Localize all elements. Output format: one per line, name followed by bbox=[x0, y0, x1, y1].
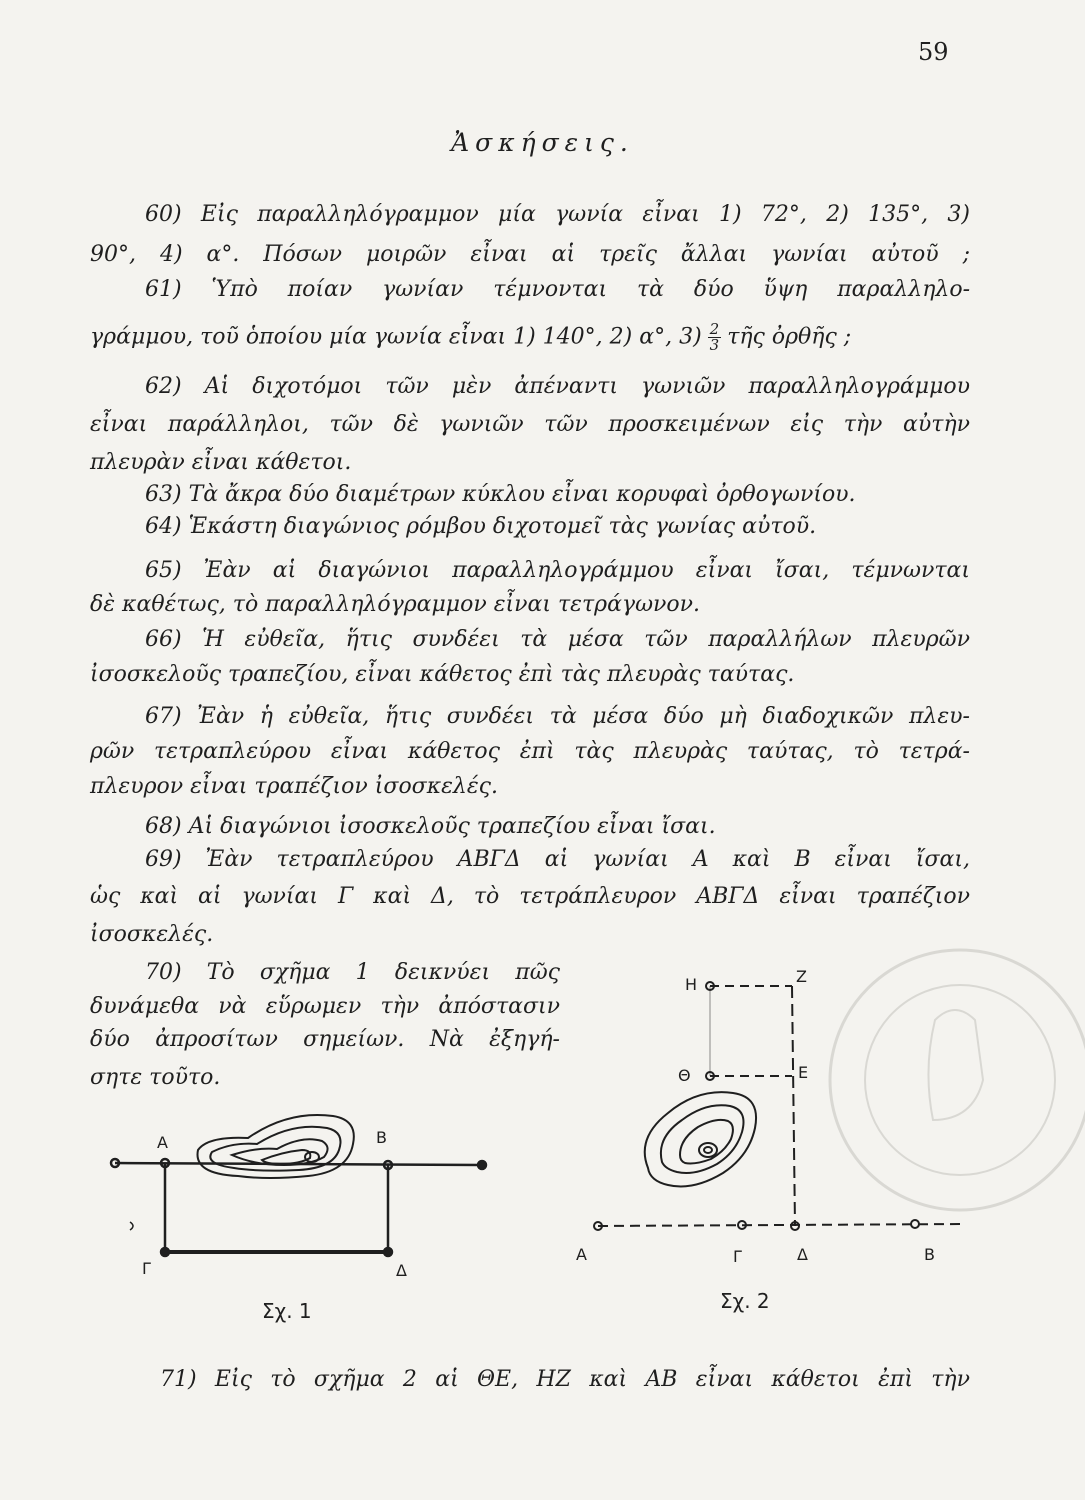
library-stamp bbox=[830, 950, 1085, 1210]
exercise-66-line2: ἰσοσκελοῦς τραπεζίου, εἶναι κάθετος ἐπὶ τὰς πλευρὰς ταύτας. bbox=[90, 662, 795, 687]
exercise-62-line1: 62) Αἱ διχοτόμοι τῶν μὲν ἀπέναντι γωνιῶν παραλληλογράμμου bbox=[145, 374, 970, 399]
exercise-61-line1: 61) Ὑπὸ ποίαν γωνίαν τέμνονται τὰ δύο ὕψη παραλληλο- bbox=[145, 277, 970, 302]
fig1-label-a: Α bbox=[157, 1133, 168, 1152]
fig2-label-z: Ζ bbox=[796, 967, 807, 986]
fig2-line-ab bbox=[598, 1224, 965, 1226]
exercise-69-line1: 69) Ἐὰν τετραπλεύρου ΑΒΓΔ αἱ γωνίαι Α καὶ Β εἶναι ἴσαι, bbox=[145, 847, 970, 872]
fig1-label-g: Γ bbox=[142, 1259, 151, 1278]
exercise-61-line2-text: γράμμου, τοῦ ὁποίου μία γωνία εἶναι 1) 140°, 2) α°, 3) bbox=[90, 324, 702, 350]
fig2-label-th: Θ bbox=[678, 1066, 691, 1085]
exercise-68: 68) Αἱ διαγώνιοι ἰσοσκελοῦς τραπεζίου εἶναι ἴσαι. bbox=[145, 814, 716, 839]
fig2-label-h: Η bbox=[685, 975, 698, 994]
figure-2 bbox=[594, 982, 965, 1230]
fig2-label-a: Α bbox=[576, 1245, 587, 1264]
fig1-label-b: Β bbox=[376, 1128, 387, 1147]
exercise-70-line3: δύο ἀπροσίτων σημείων. Νὰ ἐξηγή- bbox=[90, 1027, 560, 1052]
exercise-71: 71) Εἰς τὸ σχῆμα 2 αἱ ΘΕ, ΗΖ καὶ ΑΒ εἶναι κάθετοι ἐπὶ τὴν bbox=[160, 1367, 970, 1392]
fig2-label-b: Β bbox=[924, 1245, 935, 1264]
exercise-60-line2: 90°, 4) α°. Πόσων μοιρῶν εἶναι αἱ τρεῖς ἄλλαι γωνίαι αὐτοῦ ; bbox=[90, 242, 970, 267]
fig1-stray-mark bbox=[130, 1222, 133, 1230]
exercise-64: 64) Ἑκάστη διαγώνιος ρόμβου διχοτομεῖ τὰς γωνίας αὐτοῦ. bbox=[145, 514, 817, 539]
fig2-line-zd bbox=[792, 986, 795, 1226]
exercise-62-line3: πλευρὰν εἶναι κάθετοι. bbox=[90, 450, 352, 475]
exercise-70-line2: δυνάμεθα νὰ εὕρωμεν τὴν ἀπόστασιν bbox=[90, 994, 560, 1019]
fig1-obstacle-contours bbox=[198, 1115, 354, 1178]
fig1-point-d bbox=[384, 1248, 392, 1256]
exercise-65-line2: δὲ καθέτως, τὸ παραλληλόγραμμον εἶναι τετράγωνον. bbox=[90, 592, 701, 617]
fig2-caption: Σχ. 2 bbox=[720, 1289, 770, 1313]
fig1-label-d: Δ bbox=[396, 1261, 407, 1280]
fig2-label-g: Γ bbox=[733, 1247, 742, 1266]
fig1-point-right-end bbox=[478, 1161, 486, 1169]
exercise-67-line1: 67) Ἐὰν ἡ εὐθεῖα, ἥτις συνδέει τὰ μέσα δύο μὴ διαδοχικῶν πλευ- bbox=[145, 704, 970, 729]
fraction-numerator: 2 bbox=[709, 320, 720, 338]
exercise-61-line2-end: τῆς ὀρθῆς ; bbox=[727, 324, 852, 350]
exercise-70-line4: σητε τοῦτο. bbox=[90, 1065, 221, 1090]
fig2-obstacle-contours bbox=[645, 1092, 756, 1186]
fig2-point-b bbox=[911, 1220, 919, 1228]
page-number: 59 bbox=[918, 38, 949, 66]
fraction-denominator: 3 bbox=[709, 336, 720, 354]
exercise-70-line1: 70) Τὸ σχῆμα 1 δεικνύει πῶς bbox=[145, 960, 560, 985]
section-heading: Ἀσκήσεις. bbox=[451, 128, 634, 157]
exercise-60-line1: 60) Εἰς παραλληλόγραμμον μία γωνία εἶναι 1) 72°, 2) 135°, 3) bbox=[145, 202, 970, 227]
exercise-62-line2: εἶναι παράλληλοι, τῶν δὲ γωνιῶν τῶν προσκειμένων εἰς τὴν αὐτὴν bbox=[90, 412, 970, 437]
exercise-65-line1: 65) Ἐὰν αἱ διαγώνιοι παραλληλογράμμου εἶναι ἴσαι, τέμνωνται bbox=[145, 558, 970, 583]
exercise-66-line1: 66) Ἡ εὐθεῖα, ἥτις συνδέει τὰ μέσα τῶν παραλλήλων πλευρῶν bbox=[145, 627, 970, 652]
exercise-67-line2: ρῶν τετραπλεύρου εἶναι κάθετος ἐπὶ τὰς πλευρὰς ταύτας, τὸ τετρά- bbox=[90, 739, 970, 764]
exercise-63: 63) Τὰ ἄκρα δύο διαμέτρων κύκλου εἶναι κορυφαὶ ὀρθογωνίου. bbox=[145, 482, 856, 507]
fig1-point-g bbox=[161, 1248, 169, 1256]
fig2-label-e: Ε bbox=[798, 1063, 809, 1082]
exercise-67-line3: πλευρον εἶναι τραπέζιον ἰσοσκελές. bbox=[90, 774, 498, 799]
exercise-69-line3: ἰσοσκελές. bbox=[90, 922, 214, 947]
fig2-label-d: Δ bbox=[797, 1245, 808, 1264]
exercise-69-line2: ὡς καὶ αἱ γωνίαι Γ καὶ Δ, τὸ τετράπλευρον ΑΒΓΔ εἶναι τραπέζιον bbox=[90, 884, 970, 909]
fig1-caption: Σχ. 1 bbox=[262, 1299, 312, 1323]
